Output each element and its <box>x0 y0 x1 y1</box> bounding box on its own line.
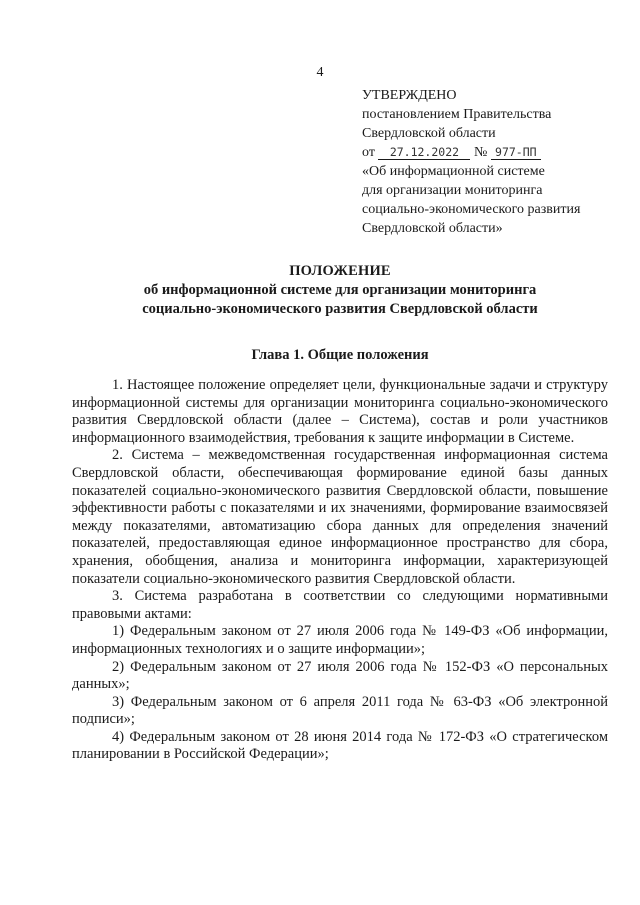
approval-subject-3: социально-экономического развития <box>362 202 581 217</box>
document-subtitle-1: об информационной системе для организации мониторинга <box>143 282 537 298</box>
list-item: 4) Федеральным законом от 28 июня 2014 года № 172-ФЗ «О стратегическом планировании в Российской Федерации»; <box>72 728 608 763</box>
page-number: 4 <box>316 65 324 80</box>
document-subtitle-2: социально-экономического развития Свердловской области <box>142 301 538 317</box>
paragraph: 2. Система – межведомственная государственная информационная система Свердловской области, обеспечивающая формирование единой базы данных показателей социально-экономического развития Свердловской области, повышение эффективности работы с показателями и их значениями, формирование взаимосвязей между показателями, автоматизацию сбора данных для определения значений показателей, предоставляющая единое информационное пространство для сбора, хранения, обобщения, анализа и мониторинга информации, характеризующей показатели социально-экономического развития Свердловской области. <box>72 447 608 587</box>
date-prefix: от <box>362 145 375 160</box>
document-heading <box>80 262 600 319</box>
paragraph: 3. Система разработана в соответствии со следующими нормативными правовыми актами: <box>72 588 608 622</box>
approval-block <box>362 86 622 238</box>
approval-date-line <box>362 143 622 162</box>
approval-title: УТВЕРЖДЕНО <box>362 88 457 103</box>
list-item: 1) Федеральным законом от 27 июля 2006 года № 149-ФЗ «Об информации, информационных технологиях и о защите информации»; <box>72 623 608 657</box>
approval-line-1: постановлением Правительства <box>362 107 552 122</box>
list-item: 2) Федеральным законом от 27 июля 2006 года № 152-ФЗ «О персональных данных»; <box>72 658 608 693</box>
chapter-title: Глава 1. Общие положения <box>251 347 429 363</box>
number-prefix: № <box>473 145 488 160</box>
approval-line-2: Свердловской области <box>362 126 496 141</box>
approval-date: 27.12.2022 <box>378 146 470 160</box>
approval-subject-4: Свердловской области» <box>362 221 503 236</box>
document-body <box>72 377 608 764</box>
paragraph: 1. Настоящее положение определяет цели, функциональные задачи и структуру информационной системы для организации мониторинга социально-экономического развития Свердловской области (далее – Система), состав и роли участников информационного взаимодействия, требования к защите информации в Системе. <box>72 377 608 446</box>
list-item: 3) Федеральным законом от 6 апреля 2011 года № 63-ФЗ «Об электронной подписи»; <box>72 693 608 728</box>
document-title: ПОЛОЖЕНИЕ <box>289 263 391 279</box>
approval-number: 977-ПП <box>491 146 541 160</box>
approval-subject-2: для организации мониторинга <box>362 183 543 198</box>
approval-subject-1: «Об информационной системе <box>362 164 545 179</box>
